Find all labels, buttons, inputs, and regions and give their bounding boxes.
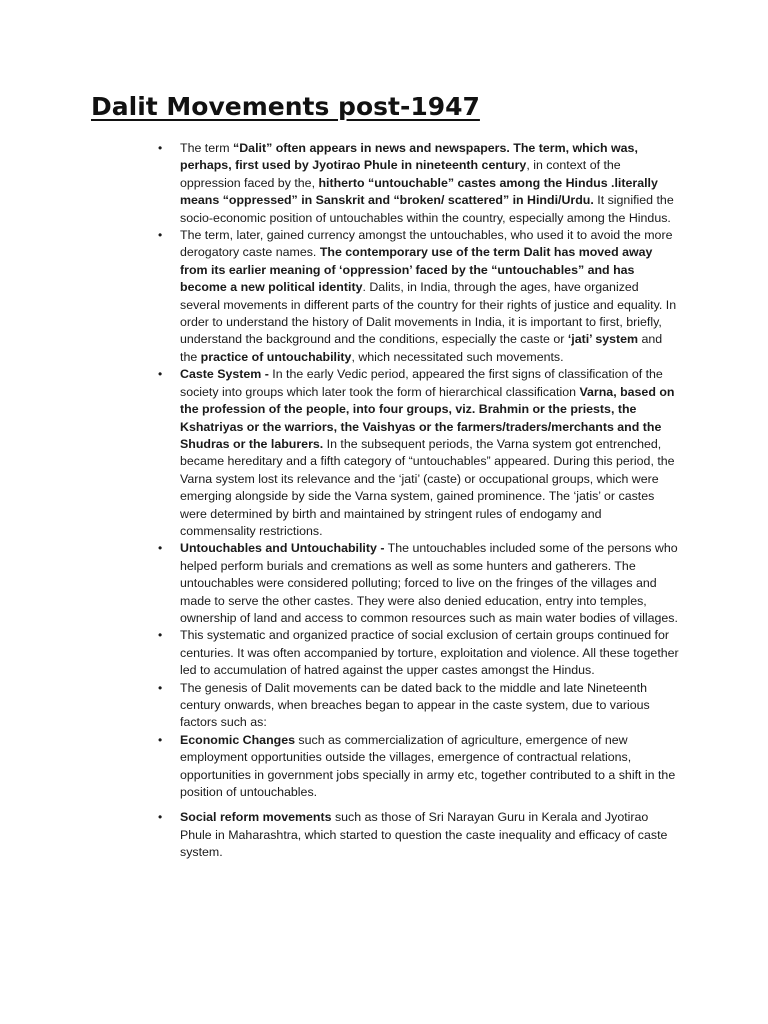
body-text: such as those of Sri Narayan Guru in Kerala and Jyotirao Phule in Maharashtra, which started to question the caste inequality and efficacy of caste system. — [180, 810, 668, 860]
bullet-dot-icon: • — [158, 680, 163, 695]
body-text: , which necessitated such movements. — [351, 349, 564, 364]
bullet-dot-icon: • — [158, 541, 163, 556]
bullet-dot-icon: • — [158, 141, 163, 155]
bold-text: Economic Changes — [180, 732, 295, 747]
bullet-dot-icon: • — [158, 367, 163, 382]
bold-text: Caste System - — [180, 367, 269, 382]
bullet-item — [158, 627, 680, 679]
bullet-dot-icon: • — [158, 628, 163, 643]
bullet-item — [158, 809, 680, 861]
body-text: and the — [180, 332, 663, 364]
bold-text: Untouchables and Untouchability - — [180, 541, 385, 556]
bold-text: The contemporary use of the term Dalit has moved away from its earlier meaning of ‘oppression’ faced by the “untouchables” and has become a new political identity — [180, 245, 653, 295]
bullet-item — [158, 680, 680, 732]
body-text: This systematic and organized practice of social exclusion of certain groups continued for centuries. It was often accompanied by torture, exploitation and violence. All these together led to accumulation of hatred against the upper castes amongst the Hindus. — [180, 628, 679, 678]
bullet-item — [158, 140, 680, 227]
body-text: The term, later, gained currency amongst the untouchables, who used it to avoid the more derogatory caste names. — [180, 228, 673, 260]
bold-text: practice of untouchability — [200, 349, 352, 364]
body-text: , in context of the oppression faced by the, — [180, 158, 621, 190]
body-text: In the early Vedic period, appeared the first signs of classification of the society into groups which later took the form of hierarchical classification — [180, 367, 663, 399]
body-text: such as commercialization of agriculture, emergence of new employment opportunities outside the villages, emergence of contractual relations, opportunities in government jobs specially in army etc, together contributed to a shift in the position of untouchables. — [180, 732, 676, 800]
body-text: The untouchables included some of the persons who helped perform burials and cremations as well as some hunters and gatherers. The untouchables were considered polluting; forced to live on the fringes of the villages and made to serve the other castes. They were also denied education, entry into temples, ownership of land and access to common resources such as main water bodies of villages. — [180, 541, 678, 625]
bullet-item — [158, 366, 680, 540]
body-text: The term — [180, 141, 234, 155]
bullet-item — [158, 732, 680, 802]
bullet-dot-icon: • — [158, 732, 163, 747]
bullet-dot-icon: • — [158, 228, 163, 243]
page-title: Dalit Movements post-1947 — [91, 92, 480, 121]
bold-text: hitherto “untouchable” castes among the Hindus .literally means “oppressed” in Sanskrit and “broken/ scattered” in Hindi/Urdu. — [180, 175, 658, 208]
bold-text: ‘jati’ system — [567, 332, 639, 347]
body-text: In the subsequent periods, the Varna system got entrenched, became hereditary and a fifth category of “untouchables” appeared. During this period, the Varna system lost its relevance and the ‘jati’ (caste) or occupational groups, which were emerging alongside by side the Varna system, gained prominence. The ‘jatis’ or castes were determined by birth and maintained by stringent rules of endogamy and commensality restrictions. — [180, 436, 675, 538]
bold-text: Social reform movements — [180, 810, 332, 825]
bold-text: Varna, based on the profession of the people, into four groups, viz. Brahmin or the priests, the Kshatriyas or the warriors, the Vaishyas or the farmers/traders/merchants and the Shudras or the laburers. — [180, 384, 675, 451]
bullet-list — [158, 140, 680, 862]
bold-text: “Dalit” often appears in news and newspapers. The term, which was, perhaps, first used by Jyotirao Phule in nineteenth century — [180, 141, 638, 173]
bullet-item — [158, 227, 680, 366]
body-text: . Dalits, in India, through the ages, have organized several movements in different parts of the country for their rights of justice and equality. In order to understand the history of Dalit movements in India, it is important to first, briefly, understand the background and the conditions, especially the caste or — [180, 280, 677, 347]
bullet-item — [158, 540, 680, 627]
bullet-dot-icon: • — [158, 810, 163, 825]
body-text: The genesis of Dalit movements can be dated back to the middle and late Nineteenth century onwards, when breaches began to appear in the caste system, due to various factors such as: — [180, 680, 650, 730]
body-text: It signified the socio-economic position of untouchables within the country, especially among the Hindus. — [180, 193, 674, 225]
